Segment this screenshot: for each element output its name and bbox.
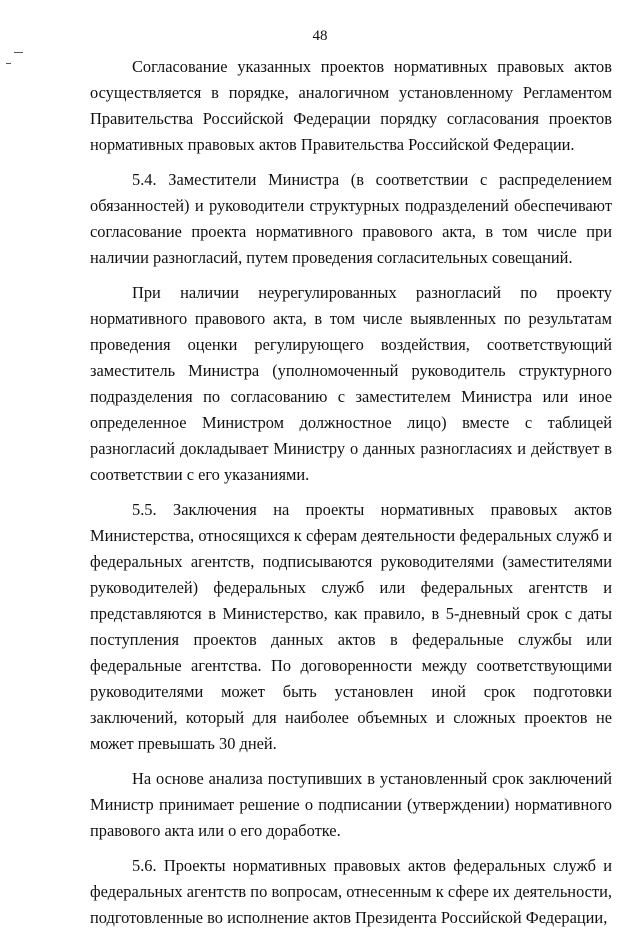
scan-margin-mark <box>6 63 11 64</box>
paragraph-5-5: 5.5. Заключения на проекты нормативных правовых актов Министерства, относящихся к сферам деятельности федеральных служб и федеральных агентств, подписываются руководителями (заместителями руководителей) федеральных служб или федеральных агентств и представляются в Министерство, как правило, в 5-дневный срок с даты поступления проектов данных актов в федеральные службы или федеральные агентства. По договоренности между соответствующими руководителями может быть установлен иной срок подготовки заключений, который для наиболее объемных и сложных проектов не может превышать 30 дней. <box>90 500 612 753</box>
paragraph-5-6: 5.6. Проекты нормативных правовых актов федеральных служб и федеральных агентств по вопросам, отнесенным к сфере их деятельности, подготовленные во исполнение актов Президента Российской Федерации, <box>90 856 612 927</box>
paragraph-unresolved-disagreements: При наличии неурегулированных разногласий по проекту нормативного правового акта, в том числе выявленных по результатам проведения оценки регулирующего воздействия, соответствующий заместитель Министра (уполномоченный руководитель структурного подразделения по согласованию с заместителем Министра или иное определенное Министром должностное лицо) вместе с таблицей разногласий докладывает Министру о данных разногласиях и действует в соответствии с его указаниями. <box>90 283 612 484</box>
page-number: 48 <box>312 28 328 44</box>
paragraph-minister-decision: На основе анализа поступивших в установленный срок заключений Министр принимает решение о подписании (утверждении) нормативного правового акта или о его доработке. <box>90 769 612 840</box>
paragraph-5-4: 5.4. Заместители Министра (в соответствии с распределением обязанностей) и руководители структурных подразделений обеспечивают согласование проекта нормативного правового акта, в том числе при наличии разногласий, путем проведения согласительных совещаний. <box>90 170 612 267</box>
scan-margin-mark <box>14 52 23 53</box>
document-body <box>90 54 612 931</box>
paragraph-approval-procedure: Согласование указанных проектов нормативных правовых актов осуществляется в порядке, аналогичном установленному Регламентом Правительства Российской Федерации порядку согласования проектов нормативных правовых актов Правительства Российской Федерации. <box>90 57 612 154</box>
